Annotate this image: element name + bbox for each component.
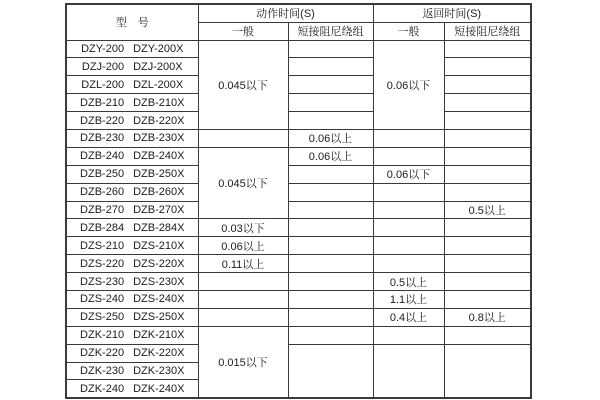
cell-return-damping	[444, 183, 531, 201]
model-name-variant: DZB-270X	[133, 203, 185, 216]
cell-return-general	[373, 201, 444, 219]
cell-return-damping	[444, 76, 531, 94]
header-action-time: 动作时间(S)	[198, 4, 373, 22]
table-row	[66, 237, 531, 255]
cell-return-general	[373, 147, 444, 165]
model-name-primary: DZB-210	[80, 96, 125, 109]
cell-return-damping	[444, 112, 531, 130]
model-name-primary: DZB-270	[80, 203, 125, 216]
model-name-primary: DZJ-200	[81, 60, 125, 73]
model-name-primary: DZB-240	[80, 150, 125, 163]
table-row	[66, 201, 531, 219]
model-name-variant: DZJ-200X	[133, 60, 183, 73]
header-return-general: 一般	[373, 22, 444, 40]
header-return-damping: 短接阻尼绕组	[444, 22, 531, 40]
cell-return-damping	[444, 40, 531, 58]
cell-return-damping	[444, 255, 531, 273]
cell-action-damping	[288, 344, 373, 398]
table-row	[66, 112, 531, 130]
cell-action-damping	[288, 237, 373, 255]
table-row	[66, 58, 531, 76]
model-name-primary: DZB-230	[80, 132, 125, 145]
table-row	[66, 219, 531, 237]
model-name-variant: DZK-240X	[133, 382, 185, 395]
cell-return-general: 0.06以下	[373, 165, 444, 183]
cell-return-general	[373, 219, 444, 237]
model-cell	[66, 165, 198, 183]
cell-return-damping	[444, 219, 531, 237]
model-name-primary: DZL-200	[81, 78, 125, 91]
model-cell	[66, 290, 198, 308]
model-cell	[66, 344, 198, 362]
model-name-variant: DZB-240X	[133, 150, 185, 163]
model-cell	[66, 76, 198, 94]
cell-action-damping	[288, 112, 373, 130]
cell-action-general: 0.045以下	[198, 40, 288, 129]
cell-return-general	[373, 326, 444, 344]
model-cell	[66, 183, 198, 201]
model-name-primary: DZS-220	[80, 257, 125, 270]
table-row	[66, 129, 531, 147]
model-cell	[66, 326, 198, 344]
model-name-primary: DZS-240	[80, 293, 125, 306]
cell-action-general: 0.03以下	[198, 219, 288, 237]
cell-return-damping: 0.8以上	[444, 308, 531, 326]
model-cell	[66, 237, 198, 255]
cell-return-general: 0.4以上	[373, 308, 444, 326]
model-name-primary: DZK-240	[80, 382, 125, 395]
cell-action-damping	[288, 94, 373, 112]
table-row	[66, 290, 531, 308]
table-row	[66, 147, 531, 165]
cell-action-general	[198, 290, 288, 308]
cell-action-damping	[288, 183, 373, 201]
cell-action-general	[198, 273, 288, 291]
model-cell	[66, 129, 198, 147]
cell-return-general: 0.5以上	[373, 273, 444, 291]
model-name-primary: DZK-210	[80, 329, 125, 342]
cell-action-damping	[288, 308, 373, 326]
model-cell	[66, 255, 198, 273]
cell-action-damping	[288, 76, 373, 94]
table-row	[66, 76, 531, 94]
model-cell	[66, 94, 198, 112]
cell-action-general: 0.06以上	[198, 237, 288, 255]
cell-action-general: 0.015以下	[198, 326, 288, 398]
model-name-variant: DZY-200X	[133, 42, 184, 55]
model-cell	[66, 308, 198, 326]
cell-action-damping	[288, 255, 373, 273]
header-return-time: 返回时间(S)	[373, 4, 531, 22]
cell-return-general	[373, 237, 444, 255]
model-cell	[66, 362, 198, 380]
model-name-variant: DZB-210X	[133, 96, 185, 109]
table-row	[66, 183, 531, 201]
model-name-variant: DZB-220X	[133, 114, 185, 127]
cell-return-damping	[444, 129, 531, 147]
spec-table	[65, 3, 532, 399]
table-row	[66, 255, 531, 273]
model-name-variant: DZB-230X	[133, 132, 185, 145]
cell-action-damping: 0.06以上	[288, 147, 373, 165]
model-name-primary: DZB-250	[80, 168, 125, 181]
cell-action-damping	[288, 290, 373, 308]
model-cell	[66, 273, 198, 291]
model-cell	[66, 201, 198, 219]
model-name-primary: DZB-220	[80, 114, 125, 127]
table-header	[66, 4, 531, 40]
cell-return-damping	[444, 165, 531, 183]
header-action-damping: 短接阻尼绕组	[288, 22, 373, 40]
model-name-variant: DZS-220X	[133, 257, 185, 270]
cell-action-general	[198, 129, 288, 147]
model-name-variant: DZS-230X	[133, 275, 185, 288]
cell-return-damping	[444, 94, 531, 112]
cell-return-damping	[444, 58, 531, 76]
cell-return-damping	[444, 147, 531, 165]
model-name-variant: DZB-260X	[133, 186, 185, 199]
cell-return-damping	[444, 326, 531, 344]
model-name-variant: DZS-210X	[133, 239, 185, 252]
cell-action-damping	[288, 219, 373, 237]
model-name-primary: DZB-284	[80, 221, 125, 234]
model-name-variant: DZB-284X	[133, 221, 185, 234]
table-row	[66, 94, 531, 112]
cell-action-general	[198, 308, 288, 326]
model-name-primary: DZS-210	[80, 239, 125, 252]
model-cell	[66, 112, 198, 130]
model-cell	[66, 380, 198, 398]
table-row	[66, 40, 531, 58]
cell-return-general: 1.1以上	[373, 290, 444, 308]
model-name-variant: DZL-200X	[133, 78, 184, 91]
cell-return-general	[373, 129, 444, 147]
model-name-primary: DZK-230	[80, 364, 125, 377]
cell-return-damping	[444, 344, 531, 398]
table-row	[66, 326, 531, 344]
cell-return-general	[373, 255, 444, 273]
model-name-primary: DZS-250	[80, 311, 125, 324]
cell-return-damping	[444, 273, 531, 291]
cell-action-damping	[288, 326, 373, 344]
cell-return-general	[373, 344, 444, 398]
cell-return-general	[373, 183, 444, 201]
cell-action-general: 0.11以上	[198, 255, 288, 273]
model-name-variant: DZS-240X	[133, 293, 185, 306]
model-cell	[66, 147, 198, 165]
cell-return-damping: 0.5以上	[444, 201, 531, 219]
cell-action-damping: 0.06以上	[288, 129, 373, 147]
model-name-variant: DZK-230X	[133, 364, 185, 377]
model-name-primary: DZS-230	[80, 275, 125, 288]
cell-action-damping	[288, 273, 373, 291]
model-name-primary: DZY-200	[81, 42, 125, 55]
model-name-primary: DZK-220	[80, 347, 125, 360]
model-cell	[66, 40, 198, 58]
model-name-variant: DZB-250X	[133, 168, 185, 181]
cell-return-damping	[444, 237, 531, 255]
model-name-variant: DZK-220X	[133, 347, 185, 360]
cell-return-damping	[444, 290, 531, 308]
table-row	[66, 308, 531, 326]
cell-action-damping	[288, 40, 373, 58]
table-row	[66, 344, 531, 362]
model-cell	[66, 219, 198, 237]
model-cell	[66, 58, 198, 76]
header-action-general: 一般	[198, 22, 288, 40]
cell-action-damping	[288, 165, 373, 183]
model-name-variant: DZS-250X	[133, 311, 185, 324]
model-name-primary: DZB-260	[80, 186, 125, 199]
cell-action-damping	[288, 58, 373, 76]
model-name-variant: DZK-210X	[133, 329, 185, 342]
cell-action-general: 0.045以下	[198, 147, 288, 219]
table-body	[66, 40, 531, 398]
header-model: 型 号	[66, 4, 198, 40]
cell-return-general: 0.06以下	[373, 40, 444, 129]
cell-action-damping	[288, 201, 373, 219]
header-row-1	[66, 4, 531, 22]
table-row	[66, 273, 531, 291]
table-row	[66, 165, 531, 183]
